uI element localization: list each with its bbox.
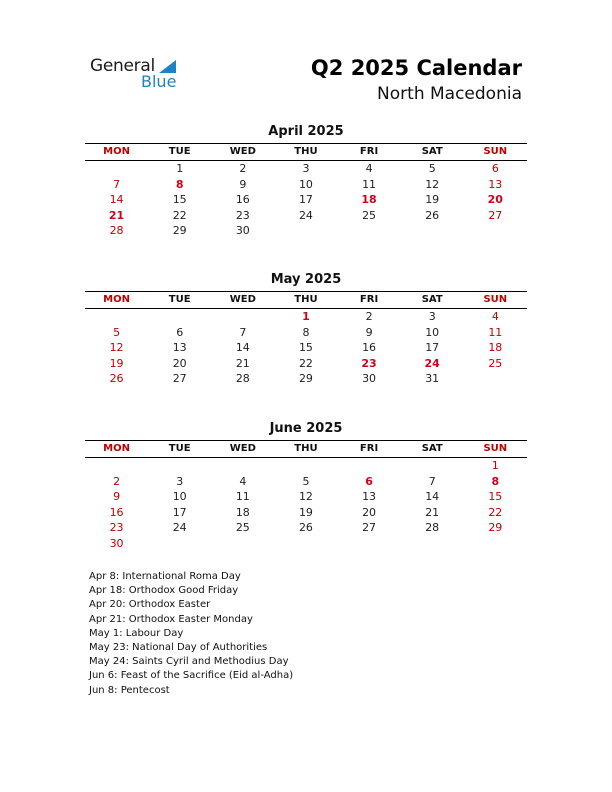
day-cell	[338, 536, 401, 552]
day-cell: 21	[425, 505, 440, 519]
day-cell: 14	[235, 341, 250, 354]
weekday-header	[85, 143, 527, 161]
weekday-label: SAT	[421, 294, 443, 305]
weekday-header	[85, 291, 527, 309]
day-cell: 11	[235, 490, 250, 503]
day-cell: 3	[176, 474, 184, 488]
day-cell: 2	[365, 310, 373, 323]
holiday-item: Apr 20: Orthodox Easter	[89, 599, 211, 611]
day-cell: 29	[172, 224, 187, 237]
page-title: Q2 2025 Calendar	[310, 56, 522, 80]
weekday-label: WED	[229, 443, 256, 454]
day-cell: 29	[298, 372, 313, 385]
day-cell	[338, 458, 401, 474]
day-cell: 21	[235, 356, 250, 370]
week-row	[85, 489, 527, 505]
holiday-item: Jun 6: Feast of the Sacrifice (Eid al-Adha)	[89, 670, 294, 682]
month-title: May 2025	[270, 272, 342, 287]
week-row	[85, 161, 527, 177]
day-cell: 19	[298, 505, 313, 519]
weekday-label: FRI	[359, 443, 379, 454]
weekday-label: THU	[294, 146, 318, 157]
day-cell: 25	[488, 356, 503, 370]
day-cell: 29	[488, 521, 503, 534]
day-cell	[274, 223, 337, 239]
day-cell: 7	[428, 474, 436, 488]
day-cell	[401, 223, 464, 239]
holiday-list	[89, 570, 489, 698]
day-cell: 30	[362, 372, 377, 385]
week-row	[85, 223, 527, 239]
day-cell: 17	[172, 505, 187, 519]
week-row	[85, 520, 527, 536]
day-cell: 8	[175, 177, 184, 191]
day-cell: 27	[488, 208, 503, 222]
day-cell: 15	[488, 490, 503, 503]
day-cell: 27	[362, 521, 377, 534]
day-cell: 6	[176, 325, 184, 339]
day-cell: 14	[425, 490, 440, 503]
week-row	[85, 371, 527, 387]
weekday-label: TUE	[168, 146, 191, 157]
day-cell: 1	[176, 162, 184, 175]
day-cell: 18	[361, 193, 377, 206]
day-cell: 24	[172, 521, 187, 534]
day-cell: 13	[362, 490, 377, 503]
day-cell: 2	[113, 474, 121, 488]
holiday-item: Apr 8: International Roma Day	[89, 571, 241, 582]
month-title: June 2025	[269, 421, 343, 436]
day-cell: 17	[298, 193, 313, 206]
day-cell: 14	[109, 193, 124, 206]
day-cell: 28	[425, 521, 440, 534]
weekday-label: THU	[294, 443, 318, 454]
holiday-item: Apr 21: Orthodox Easter Monday	[89, 613, 253, 625]
weekday-label: FRI	[359, 146, 379, 157]
day-cell: 12	[109, 341, 124, 354]
day-cell: 16	[109, 505, 124, 519]
day-cell: 17	[425, 341, 440, 354]
weekday-label: MON	[103, 146, 130, 157]
day-cell	[211, 309, 274, 325]
day-cell	[85, 309, 148, 325]
weekday-label: SUN	[483, 146, 508, 157]
day-cell: 5	[113, 325, 121, 339]
day-cell: 20	[362, 505, 377, 519]
logo-text-blue: Blue	[141, 72, 177, 91]
day-cell: 23	[235, 208, 250, 222]
day-cell	[148, 458, 211, 474]
day-cell: 9	[113, 490, 121, 503]
weekday-label: MON	[103, 294, 130, 305]
day-cell: 20	[172, 356, 187, 370]
holiday-item: May 24: Saints Cyril and Methodius Day	[89, 656, 289, 668]
day-cell: 16	[235, 193, 250, 206]
week-row	[85, 177, 527, 193]
day-cell: 13	[172, 341, 187, 354]
day-cell: 16	[362, 341, 377, 354]
weekday-label: THU	[294, 294, 318, 305]
day-cell	[464, 223, 527, 239]
week-row	[85, 208, 527, 224]
day-cell: 8	[491, 474, 500, 488]
day-cell: 9	[239, 177, 247, 191]
day-cell: 5	[428, 162, 436, 175]
day-cell: 12	[298, 490, 313, 503]
week-row	[85, 505, 527, 521]
day-cell: 20	[487, 193, 503, 206]
day-cell	[85, 161, 148, 177]
day-cell: 9	[365, 325, 373, 339]
day-cell: 8	[302, 325, 310, 339]
day-cell: 2	[239, 162, 247, 175]
day-cell: 11	[488, 325, 503, 339]
day-cell: 22	[298, 356, 313, 370]
day-cell	[85, 458, 148, 474]
day-cell: 26	[109, 372, 124, 385]
day-cell: 1	[491, 459, 499, 472]
holiday-item: May 1: Labour Day	[89, 627, 184, 639]
week-row	[85, 192, 527, 208]
day-cell: 12	[425, 177, 440, 191]
holiday-item: Jun 8: Pentecost	[89, 684, 170, 696]
weekday-label: SUN	[483, 443, 508, 454]
day-cell: 23	[361, 356, 377, 370]
day-cell: 22	[488, 505, 503, 519]
month-block	[85, 272, 527, 387]
day-cell: 26	[425, 208, 440, 222]
weekday-label: MON	[103, 443, 130, 454]
day-cell: 1	[302, 310, 310, 323]
day-cell: 28	[235, 372, 250, 385]
weekday-label: TUE	[168, 443, 191, 454]
day-cell: 24	[298, 208, 313, 222]
day-cell: 10	[425, 325, 440, 339]
day-cell: 3	[302, 162, 310, 175]
day-cell: 30	[109, 536, 124, 550]
week-row	[85, 309, 527, 325]
week-row	[85, 356, 527, 372]
month-block	[85, 421, 527, 551]
day-cell: 4	[491, 310, 499, 323]
day-cell: 7	[239, 325, 247, 339]
day-cell	[464, 536, 527, 552]
day-cell: 4	[365, 162, 373, 175]
day-cell: 4	[239, 474, 247, 488]
holiday-item: May 23: National Day of Authorities	[89, 641, 268, 653]
day-cell: 7	[113, 177, 121, 191]
day-cell: 31	[425, 372, 440, 385]
day-cell: 15	[172, 193, 187, 206]
generalblue-logo	[90, 56, 190, 92]
day-cell: 5	[302, 474, 310, 488]
day-cell: 6	[491, 162, 499, 175]
day-cell: 15	[298, 341, 313, 354]
weekday-label: WED	[229, 146, 256, 157]
weekday-label: SAT	[421, 443, 443, 454]
day-cell: 10	[298, 177, 313, 191]
day-cell: 21	[108, 208, 125, 222]
logo-text-general: General	[90, 56, 155, 76]
month-title: April 2025	[268, 124, 344, 139]
day-cell	[274, 458, 337, 474]
day-cell: 18	[235, 505, 250, 519]
day-cell	[211, 458, 274, 474]
day-cell	[274, 536, 337, 552]
day-cell: 11	[362, 177, 377, 191]
day-cell	[148, 536, 211, 552]
day-cell: 30	[235, 224, 250, 237]
weekday-label: FRI	[359, 294, 379, 305]
day-cell: 25	[362, 208, 377, 222]
day-cell	[464, 371, 527, 387]
weekday-label: SAT	[421, 146, 443, 157]
page-subtitle: North Macedonia	[377, 84, 522, 104]
weekday-header	[85, 440, 527, 458]
day-cell: 3	[428, 310, 436, 323]
weekday-label: SUN	[483, 294, 508, 305]
week-row	[85, 340, 527, 356]
weekday-label: TUE	[168, 294, 191, 305]
week-row	[85, 536, 527, 552]
day-cell: 22	[172, 208, 187, 222]
holiday-item: Apr 18: Orthodox Good Friday	[89, 585, 239, 597]
week-row	[85, 458, 527, 474]
weekday-label: WED	[229, 294, 256, 305]
day-cell: 10	[172, 490, 187, 503]
day-cell	[211, 536, 274, 552]
day-cell: 24	[424, 356, 440, 370]
day-cell: 13	[488, 177, 503, 191]
day-cell: 26	[298, 521, 313, 534]
day-cell: 23	[109, 521, 124, 534]
week-row	[85, 474, 527, 490]
day-cell: 19	[425, 193, 440, 206]
day-cell: 27	[172, 372, 187, 385]
day-cell: 25	[235, 521, 250, 534]
week-row	[85, 325, 527, 341]
day-cell	[401, 458, 464, 474]
day-cell: 28	[109, 224, 124, 237]
day-cell	[148, 309, 211, 325]
day-cell	[338, 223, 401, 239]
month-block	[85, 124, 527, 239]
day-cell: 19	[109, 356, 124, 370]
day-cell: 6	[365, 474, 373, 488]
day-cell	[401, 536, 464, 552]
day-cell: 18	[488, 341, 503, 354]
